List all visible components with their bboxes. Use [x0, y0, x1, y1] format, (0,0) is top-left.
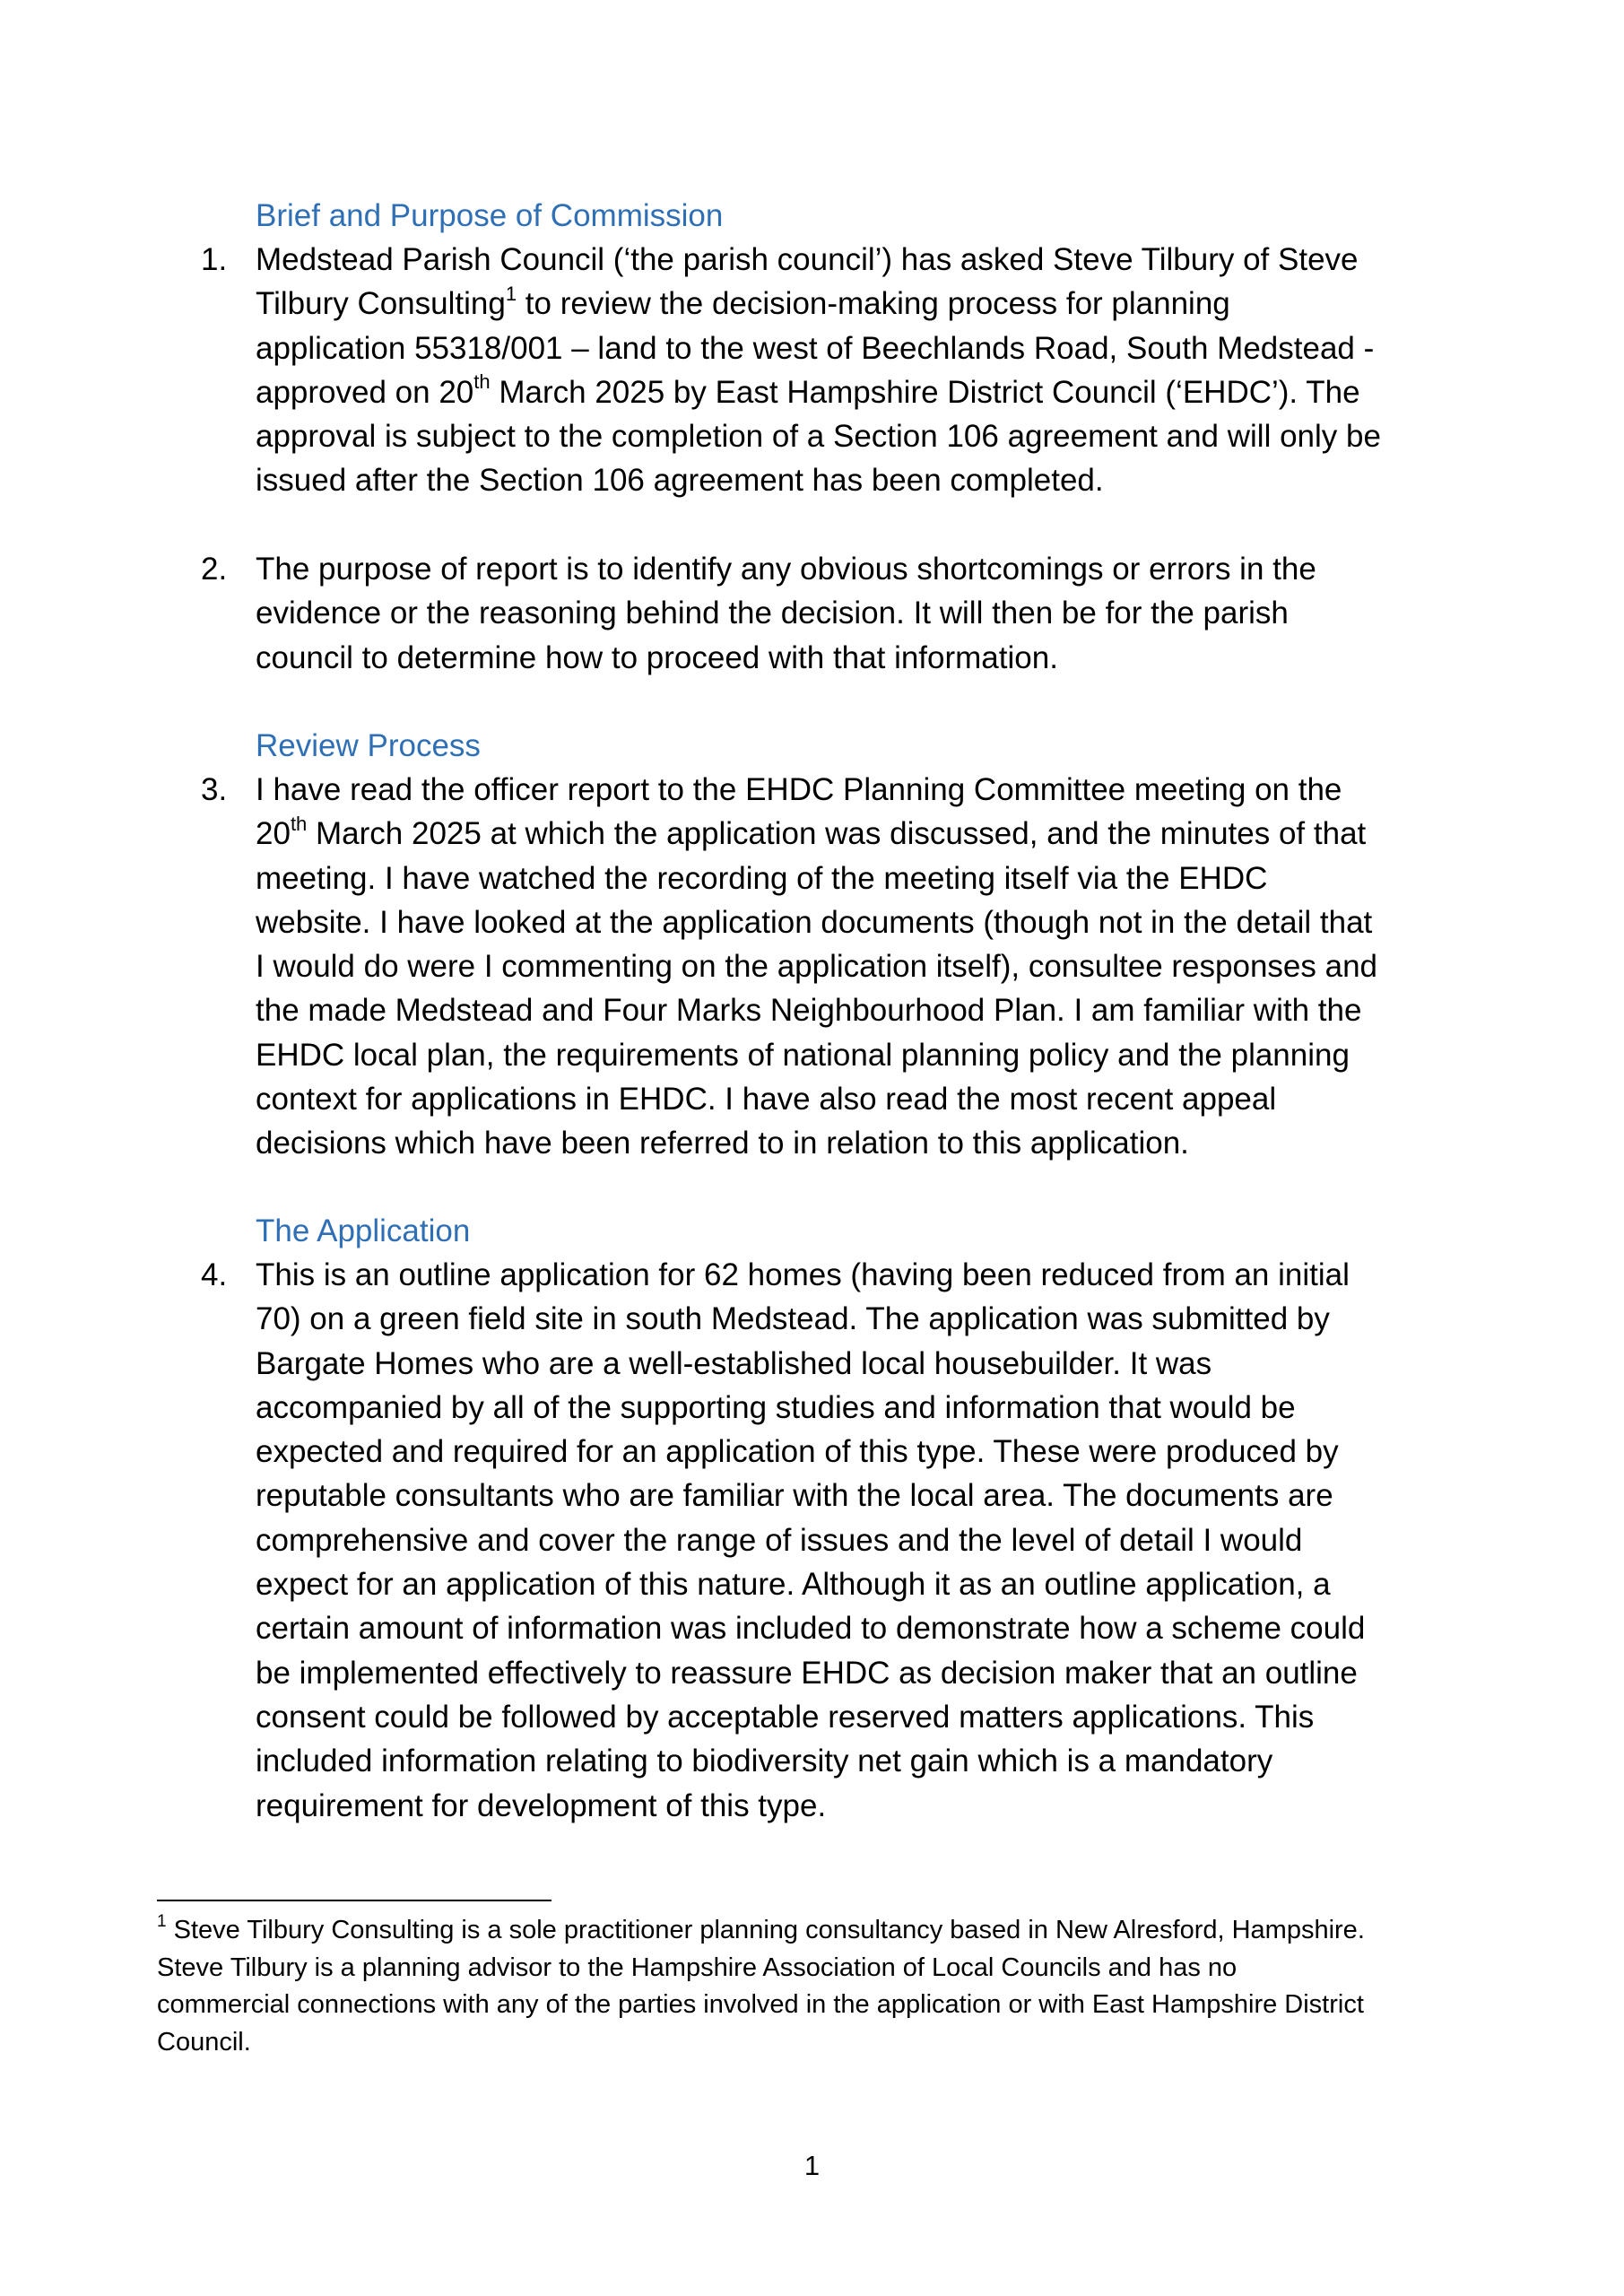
- ordinal-suffix: th: [473, 370, 491, 394]
- text-run: to review the decision-making process for planning: [517, 286, 1230, 322]
- paragraph-line: evidence or the reasoning behind the decision. It will then be for the parish: [256, 596, 1289, 631]
- paragraph-line: 70) on a green field site in south Medstead. The application was submitted by: [256, 1301, 1330, 1337]
- text-run: 20: [256, 816, 291, 852]
- paragraph-line: reputable consultants who are familiar with the local area. The documents are: [256, 1478, 1333, 1514]
- paragraph-line: issued after the Section 106 agreement has been completed.: [256, 463, 1104, 499]
- footnote-line: Council.: [157, 2027, 251, 2057]
- paragraph-line: EHDC local plan, the requirements of national planning policy and the planning: [256, 1037, 1350, 1073]
- paragraph-number: 2.: [201, 552, 228, 587]
- text-run: Steve Tilbury Consulting is a sole practitioner planning consultancy based in New Alresford, Hampshire.: [166, 1916, 1365, 1944]
- paragraph-line: meeting. I have watched the recording of the meeting itself via the EHDC: [256, 860, 1268, 896]
- paragraph-line: comprehensive and cover the range of issues and the level of detail I would: [256, 1522, 1303, 1558]
- paragraph-line: [256, 282, 1457, 326]
- paragraph-line: accompanied by all of the supporting studies and information that would be: [256, 1389, 1296, 1425]
- paragraph-line: I would do were I commenting on the application itself), consultee responses and: [256, 949, 1377, 985]
- footnote-marker: 1: [157, 1912, 167, 1932]
- footnote-reference[interactable]: 1: [505, 282, 517, 305]
- paragraph-number: 4.: [201, 1257, 228, 1292]
- text-run: March 2025 at which the application was discussed, and the minutes of that: [307, 816, 1367, 852]
- paragraph-line: included information relating to biodiversity net gain which is a mandatory: [256, 1744, 1273, 1779]
- paragraph-line: consent could be followed by acceptable reserved matters applications. This: [256, 1699, 1315, 1735]
- ordinal-suffix: th: [290, 812, 308, 835]
- footnote-line: Steve Tilbury is a planning advisor to the Hampshire Association of Local Councils and has no: [157, 1952, 1238, 1982]
- paragraph-line: expected and required for an application of this type. These were produced by: [256, 1434, 1339, 1470]
- paragraph-line: requirement for development of this type.: [256, 1787, 827, 1823]
- paragraph-line: council to determine how to proceed with that information.: [256, 639, 1058, 675]
- paragraph-line: context for applications in EHDC. I have also read the most recent appeal: [256, 1082, 1277, 1118]
- paragraph-line: decisions which have been referred to in relation to this application.: [256, 1126, 1189, 1161]
- paragraph-3: [201, 768, 1457, 1166]
- text-run: Tilbury Consulting: [256, 286, 506, 322]
- paragraph-line: certain amount of information was included to demonstrate how a scheme could: [256, 1611, 1366, 1647]
- section-heading-brief: Brief and Purpose of Commission: [256, 198, 724, 233]
- section-heading-application: The Application: [256, 1213, 471, 1248]
- paragraph-line: The purpose of report is to identify any obvious shortcomings or errors in the: [256, 552, 1316, 587]
- paragraph-line: I have read the officer report to the EHDC Planning Committee meeting on the: [256, 772, 1342, 807]
- section-heading-review: Review Process: [256, 728, 481, 763]
- paragraph-line: Bargate Homes who are a well-established local housebuilder. It was: [256, 1345, 1212, 1381]
- page-number: 1: [803, 2150, 821, 2181]
- paragraph-2: [201, 547, 1457, 680]
- paragraph-1: [201, 238, 1457, 503]
- paragraph-line: approval is subject to the completion of a Section 106 agreement and will only be: [256, 419, 1381, 455]
- footnote-line: commercial connections with any of the parties involved in the application or with East Hampshire District: [157, 1990, 1364, 2019]
- paragraph-line: expect for an application of this nature. Although it as an outline application, a: [256, 1567, 1331, 1603]
- paragraph-line: [256, 812, 1457, 856]
- paragraph-line: be implemented effectively to reassure EHDC as decision maker that an outline: [256, 1655, 1358, 1691]
- footnote-separator: [157, 1900, 551, 1901]
- paragraph-line: This is an outline application for 62 homes (having been reduced from an initial: [256, 1257, 1350, 1292]
- paragraph-line: the made Medstead and Four Marks Neighbourhood Plan. I am familiar with the: [256, 993, 1362, 1029]
- footnote-line: [157, 1912, 1466, 1950]
- text-run: March 2025 by East Hampshire District Council (‘EHDC’). The: [490, 374, 1360, 410]
- footnote: [157, 1912, 1466, 2061]
- paragraph-line: website. I have looked at the application documents (though not in the detail that: [256, 904, 1373, 940]
- paragraph-line: Medstead Parish Council (‘the parish council’) has asked Steve Tilbury of Steve: [256, 242, 1359, 277]
- text-run: approved on 20: [256, 374, 474, 410]
- paragraph-line: [256, 370, 1457, 414]
- paragraph-line: application 55318/001 – land to the west of Beechlands Road, South Medstead -: [256, 330, 1375, 366]
- paragraph-4: [201, 1253, 1457, 1828]
- paragraph-number: 1.: [201, 242, 228, 277]
- paragraph-number: 3.: [201, 772, 228, 807]
